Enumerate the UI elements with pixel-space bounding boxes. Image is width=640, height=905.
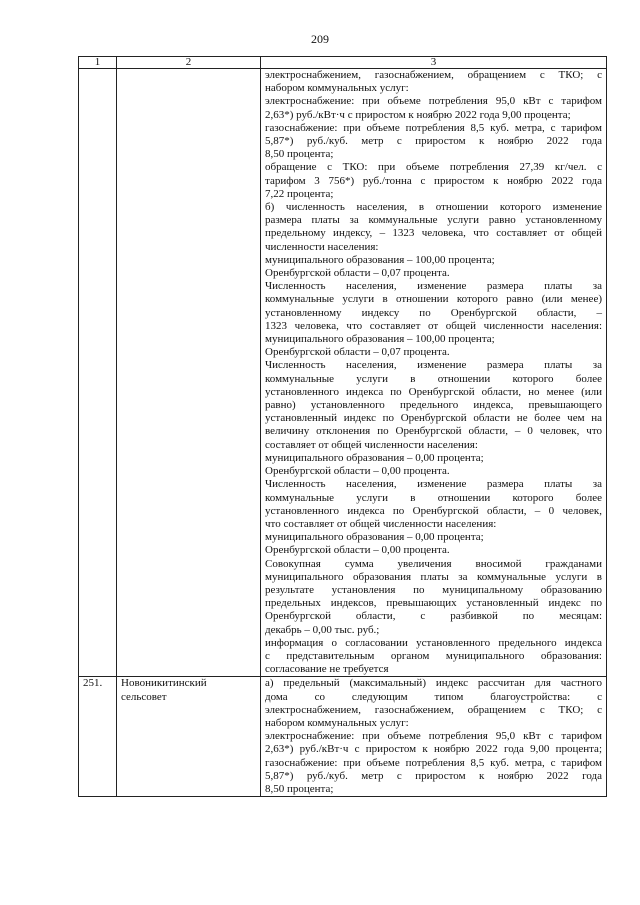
text-line: информация о согласовании установленного предельного индекса [265, 636, 602, 649]
text-line: а) предельный (максимальный) индекс рассчитан для частного [265, 677, 602, 690]
text-line: 8,50 процента; [265, 148, 334, 161]
text-line: Совокупная сумма увеличения вносимой гражданами [265, 557, 602, 570]
table-row-251 [79, 677, 607, 797]
text-line: набором коммунальных услуг: [265, 716, 409, 729]
text-line: 7,22 процента; [265, 187, 334, 200]
municipality-cell [117, 677, 261, 797]
text-line: результате установления по муниципальному образованию [265, 583, 602, 596]
text-line: газоснабжение: при объеме потребления 8,5 куб. метра, с тарифом [265, 756, 602, 769]
text-line: согласование не требуется [265, 663, 389, 676]
text-line: обращение с ТКО: при объеме потребления 27,39 кг/чел. с [265, 161, 602, 174]
text-line: тарифом 3 756*) руб./тонна с приростом к ноябрю 2022 года [265, 174, 602, 187]
text-line: величину отклонения по Оренбургской области, – 0 человек, что [265, 425, 602, 438]
row-number-cell [79, 69, 117, 677]
text-line: муниципального образования – 0,00 процента; [265, 531, 484, 544]
text-line: предельных индексов, превышающих установленный индекс по [265, 597, 602, 610]
text-line: составляет от общей численности населения: [265, 438, 478, 451]
text-line: установленного индекса по Оренбургской области, – 0 человек, [265, 504, 602, 517]
text-line: предельному индексу, – 1323 человека, что составляет от общей [265, 227, 602, 240]
text-line: 2,63*) руб./кВт·ч с приростом к ноябрю 2022 года 9,00 процента; [265, 743, 602, 756]
text-line: равно) установленного предельного индекса, превышающего [265, 399, 602, 412]
row-number-cell: 251. [79, 677, 117, 797]
text-line: что составляет от общей численности населения: [265, 517, 497, 530]
text-line: электроснабжением, газоснабжением, обращением с ТКО; с [265, 69, 602, 81]
text-line: электроснабжение: при объеме потребления 95,0 кВт с тарифом [265, 730, 602, 743]
text-line: муниципального образования платы за коммунальные услуги в [265, 570, 602, 583]
text-line: Оренбургской области – 0,07 процента. [265, 267, 450, 280]
text-line: муниципального образования – 100,00 процента; [265, 333, 495, 346]
description-cell [261, 677, 607, 797]
text-line: 5,87*) руб./куб. метр с приростом к ноябрю 2022 года [265, 769, 602, 782]
text-line: муниципального образования – 0,00 процента; [265, 451, 484, 464]
text-line: набором коммунальных услуг: [265, 82, 409, 95]
table-header-row [79, 57, 607, 69]
header-cell: 2 [117, 57, 261, 69]
text-line: 1323 человека, что составляет от общей численности населения: [265, 319, 602, 332]
text-line: электроснабжение: при объеме потребления 95,0 кВт с тарифом [265, 95, 602, 108]
header-cell: 1 [79, 57, 117, 69]
text-line: 8,50 процента; [265, 782, 334, 795]
text-line: декабрь – 0,00 тыс. руб.; [265, 623, 380, 636]
text-line: Оренбургской области, с разбивкой по месяцам: [265, 610, 602, 623]
table-row-continued [79, 69, 607, 677]
text-line: коммунальные услуги в отношении которого более [265, 372, 602, 385]
text-line: 2,63*) руб./кВт·ч с приростом к ноябрю 2022 года 9,00 процента; [265, 108, 571, 121]
text-line: коммунальные услуги в отношении которого равно (или менее) [265, 293, 602, 306]
indices-table [78, 56, 607, 797]
text-line: газоснабжение: при объеме потребления 8,5 куб. метра, с тарифом [265, 121, 602, 134]
text-line: размера платы за коммунальные услуги равно установленному [265, 214, 602, 227]
text-line: электроснабжением, газоснабжением, обращением с ТКО; с [265, 703, 602, 716]
header-cell: 3 [261, 57, 607, 69]
text-line: 5,87*) руб./куб. метр с приростом к ноябрю 2022 года [265, 135, 602, 148]
text-line: с представительным органом муниципального образования: [265, 649, 602, 662]
text-line: установленный индекс по Оренбургской области не более чем на [265, 412, 602, 425]
description-cell [261, 69, 607, 677]
municipality-name: сельсовет [121, 690, 167, 703]
municipality-name: Новоникитинский [121, 677, 207, 690]
text-line: Оренбургской области – 0,07 процента. [265, 346, 450, 359]
text-line: коммунальные услуги в отношении которого более [265, 491, 602, 504]
text-line: Оренбургской области – 0,00 процента. [265, 465, 450, 478]
text-line: численности населения: [265, 240, 379, 253]
municipality-cell [117, 69, 261, 677]
text-line: дома со следующим типом благоустройства: с [265, 690, 602, 703]
text-line: Оренбургской области – 0,00 процента. [265, 544, 450, 557]
text-line: б) численность населения, в отношении которого изменение [265, 201, 602, 214]
text-line: Численность населения, изменение размера платы за [265, 478, 602, 491]
text-line: установленному индексу по Оренбургской области, – [265, 306, 602, 319]
text-line: Численность населения, изменение размера платы за [265, 280, 602, 293]
text-line: Численность населения, изменение размера платы за [265, 359, 602, 372]
text-line: установленного индекса по Оренбургской области, но менее (или [265, 385, 602, 398]
page-number: 209 [311, 32, 329, 46]
text-line: муниципального образования – 100,00 процента; [265, 253, 495, 266]
